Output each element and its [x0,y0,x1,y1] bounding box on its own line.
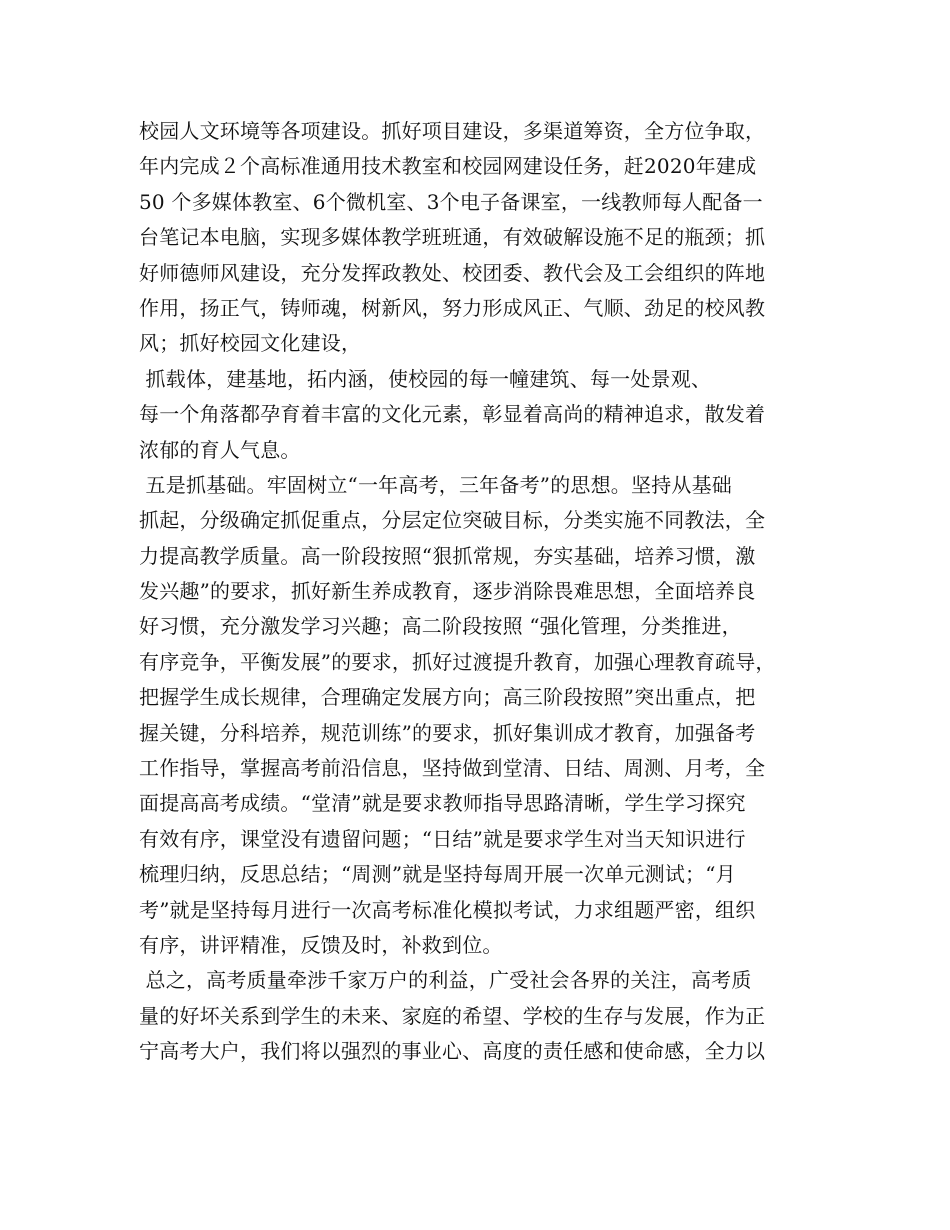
text-line: 梳理归纳，反思总结；“周测”就是坚持每周开展一次单元测试；“月 [139,862,736,887]
text-line: 握关键，分科培养，规范训练”的要求，抓好集训成才教育，加强备考 [139,720,756,745]
text-line: 年内完成２个高标准通用技术教室和校园网建设任务，赶2020年建成 [139,154,757,179]
text-line: 量的好坏关系到学生的未来、家庭的希望、学校的生存与发展，作为正 [139,1003,766,1028]
text-line: 好习惯，充分激发学习兴趣；高二阶段按照 “强化管理，分类推进， [139,614,742,639]
text-line: 有序竞争，平衡发展”的要求，抓好过渡提升教育，加强心理教育疏导， [139,649,776,674]
text-line: 抓载体，建基地，拓内涵，使校园的每一幢建筑、每一处景观、 [139,366,712,391]
text-line: 有序，讲评精准，反馈及时，补救到位。 [139,932,503,957]
text-line: 50 个多媒体教室、6个微机室、3个电子备课室，一线教师每人配备一 [139,189,763,214]
text-line: 抓起，分级确定抓促重点，分层定位突破目标，分类实施不同教法，全 [139,508,766,533]
text-line: 五是抓基础。牢固树立“一年高考，三年备考”的思想。坚持从基础 [139,472,733,497]
text-line: 总之，高考质量牵涉千家万户的利益，广受社会各界的关注，高考质 [139,968,752,993]
body-text [139,114,839,1070]
text-line: 考”就是坚持每月进行一次高考标准化模拟考试，力求组题严密，组织 [139,897,756,922]
text-line: 校园人文环境等各项建设。抓好项目建设，多渠道筹资，全方位争取， [139,119,766,143]
text-line: 发兴趣”的要求，抓好新生养成教育，逐步消除畏难思想，全面培养良 [139,579,756,604]
text-line: 浓郁的育人气息。 [139,437,301,462]
text-line: 作用，扬正气，铸师魂，树新风，努力形成风正、气顺、劲足的校风教 [139,295,766,320]
text-line: 台笔记本电脑，实现多媒体教学班班通，有效破解设施不足的瓶颈；抓 [139,225,766,250]
text-line: 风；抓好校园文化建设， [139,331,362,356]
text-line: 力提高教学质量。高一阶段按照“狠抓常规，夯实基础，培养习惯，激 [139,543,756,568]
text-line: 有效有序，课堂没有遗留问题；“日结”就是要求学生对当天知识进行 [139,826,746,851]
text-line: 工作指导，掌握高考前沿信息，坚持做到堂清、日结、周测、月考，全 [139,756,766,781]
text-line: 宁高考大户，我们将以强烈的事业心、高度的责任感和使命感，全力以 [139,1039,766,1064]
text-line: 每一个角落都孕育着丰富的文化元素，彰显着高尚的精神追求，散发着 [139,402,766,427]
text-line: 好师德师风建设，充分发挥政教处、校团委、教代会及工会组织的阵地 [139,260,766,285]
text-line: 面提高高考成绩。“堂清”就是要求教师指导思路清晰，学生学习探究 [139,791,746,816]
text-line: 把握学生成长规律，合理确定发展方向；高三阶段按照”突出重点，把 [139,685,756,710]
